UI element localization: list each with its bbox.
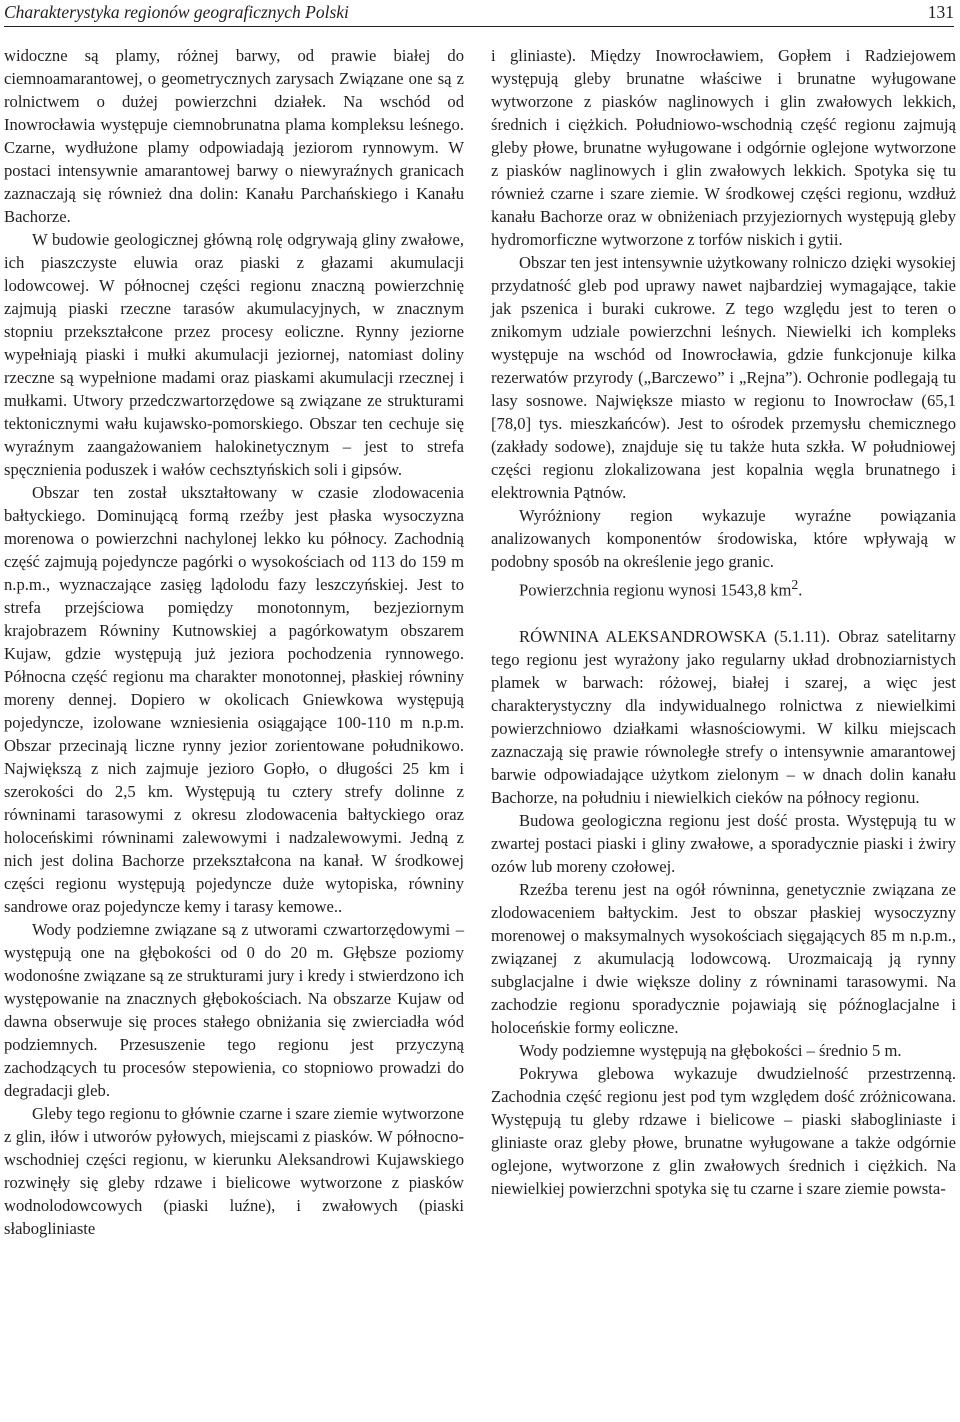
paragraph: widoczne są plamy, różnej barwy, od prawie białej do ciemnoamarantowej, o geometrycznych zarysach Związane one są z rolnictwem o dużej powierzchni działek. Na wschód od Inowrocławia występuje ciemnobrunatna plama kompleksu leśnego. Czarne, wydłużone plamy odpowiadają jeziorom rynnowym. W postaci intensywnie amarantowej barwy o niewyraźnych granicach zaznaczają się również dna dolin: Kanału Parchańskiego i Kanału Bachorze. (4, 46, 464, 226)
paragraph: Obszar ten jest intensywnie użytkowany rolniczo dzięki wysokiej przydatność gleb pod uprawy nawet najbardziej wymagające, takie jak pszenica i buraki cukrowe. Z tego względu jest to teren o znikomym udziale powierzchni leśnych. Niewielki ich kompleks występuje na wschód od Inowrocławia, gdzie funkcjonuje kilka rezerwatów przyrody („Barczewo” i „Rejna”). Ochronie podlegają tu lasy sosnowe. Największe miasto w regionu to Inowrocław (65,1 [78,0] tys. mieszkańców). Jest to ośrodek przemysłu chemicznego (zakłady sodowe), znajduje się tu także huta szkła. W południowej części regionu zlokalizowana jest kopalnia węgla brunatnego i elektrownia Pątnów. (491, 253, 956, 502)
paragraph: Gleby tego regionu to głównie czarne i szare ziemie wytworzone z glin, iłów i utworów pyłowych, miejscami z piasków. W północno-wschodniej części regionu, w kierunku Aleksandrowi Kujawskiego rozwinęły się gleby rdzawe i bielicowe wytworzone z piasków wodnolodowcowych (piaski luźne), i zwałowych (piaski słabogliniaste (4, 1104, 464, 1238)
area-period: . (798, 580, 803, 600)
paragraph: Wyróżniony region wykazuje wyraźne powiązania analizowanych komponentów środowiska, które wpływają w podobny sposób na określenie jego granic. (491, 506, 956, 571)
header-title: Charakterystyka regionów geograficznych Polski (4, 2, 349, 22)
section-heading-paragraph: RÓWNINA ALEKSANDROWSKA (5.1.11). Obraz satelitarny tego regionu jest wyrażony jako regularny układ drobnoziarnistych plamek w barwach: różowej, białej i szarej, a więc jest charakterystyczny dla indywidualnego rolnictwa z niewielkimi powierzchniowo działkami własnościowymi. W kilku miejscach zaznaczają się prawie równoległe strefy o intensywnie amarantowej barwie odpowiadające użytkom zielonym – w dnach dolin kanału Bachorze, na południu i niewielkich cieków na północy regionu. (491, 626, 956, 807)
area-text: Powierzchnia regionu wynosi 1543,8 km (519, 580, 792, 600)
paragraph: W budowie geologicznej główną rolę odgrywają gliny zwałowe, ich piaszczyste eluwia oraz piaski z głazami akumulacji lodowcowej. W północnej części regionu znaczną powierzchnię zajmują piaski rzeczne tarasów akumulacyjnych, w znacznym stopniu przekształcone przez procesy eoliczne. Rynny jeziorne wypełniają piaski i mułki akumulacji jeziornej, natomiast doliny rzeczne są wypełnione madami oraz piaskami akumulacji rzecznej i mułkami. Utwory przedczwartorzędowe są związane ze strukturami tektonicznymi wału kujawsko-pomorskiego. Obszar ten cechuje się wyraźnym zaangażowaniem halokinetycznym – jest to strefa spęcznienia poduszek i wałów cechsztyńskich soli i gipsów. (4, 230, 464, 479)
paragraph: Rzeźba terenu jest na ogół równinna, genetycznie związana ze zlodowaceniem bałtyckim. Jest to obszar płaskiej wysoczyzny morenowej o maksymalnych wysokościach sięgających 85 m n.p.m., związanej z akumulacją lodowcową. Urozmaicają ją rynny subglacjalne i dwie większe doliny z równinami tarasowymi. Na zachodzie regionu sporadycznie pojawiają się późnoglacjalne i holoceńskie formy eoliczne. (491, 879, 956, 1037)
paragraph: i gliniaste). Między Inowrocławiem, Gopłem i Radziejowem występują gleby brunatne właściwe i brunatne wyługowane wytworzone z piasków naglinowych i glin zwałowych lekkich, średnich i ciężkich. Południowo-wschodnią część regionu zajmują gleby płowe, brunatne wyługowane i odgórnie oglejone wytworzone z piasków naglinowych i glin zwałowych lekkich. Spotyka się tu również czarne i szare ziemie. W środkowej części regionu, wzdłuż kanału Bachorze oraz w obniżeniach przyjeziornych występują gleby hydromorficzne wytworzone z torfów niskich i gytii. (491, 46, 956, 249)
left-column (4, 44, 464, 1240)
paragraph: Budowa geologiczna regionu jest dość prosta. Występują tu w zwartej postaci piaski i gliny zwałowe, a sporadycznie piaski i żwiry ozów lub moreny czołowej. (491, 810, 956, 876)
paragraph: Obszar ten został ukształtowany w czasie zlodowacenia bałtyckiego. Dominującą formą rzeźby jest płaska wysoczyzna morenowa o powierzchni nachylonej lekko ku północy. Zachodnią część zajmują pojedyncze pagórki o wysokościach od 113 do 159 m n.p.m., wyznaczające zasięg lądolodu fazy leszczyńskiej. Jest to strefa przejściowa pomiędzy monotonnym, bezjeziornym krajobrazem Równiny Kutnowskiej a pagórkowatym obszarem Kujaw, gdzie występują już jeziora pochodzenia rynnowego. Północna część regionu ma charakter monotonnej, płaskiej równiny moreny dennej. Dopiero w okolicach Gniewkowa występują pojedyncze, izolowane wzniesienia osiągające 100-110 m n.p.m. Obszar przecinają liczne rynny jezior zorientowane południkowo. Największą z nich zajmuje jezioro Gopło, o długości 25 km i szerokości do 2,5 km. Występują tu cztery strefy dolinne z równinami tarasowymi z okresu zlodowacenia bałtyckiego oraz holoceńskimi równinami zalewowymi i nadzalewowymi. Jedną z nich jest dolina Bachorze przekształcona na kanał. W środkowej części regionu występują pojedyncze duże wytopiska, równiny sandrowe oraz pojedyncze kemy i tarasy kemowe.. (4, 483, 464, 916)
area-unit-superscript: 2 (791, 577, 799, 592)
area-paragraph (491, 573, 956, 602)
right-column (491, 44, 956, 1200)
paragraph: Wody podziemne występują na głębokości – średnio 5 m. (519, 1040, 902, 1060)
paragraph: Pokrywa glebowa wykazuje dwudzielność przestrzenną. Zachodnia część regionu jest pod tym względem dość zróżnicowana. Występują tu gleby rdzawe i bielicowe – piaski słabogliniaste i gliniaste oraz gleby płowe, brunatne wyługowane a także odgórnie oglejone, wytworzone z glin zwałowych średnich i ciężkich. Na niewielkiej powierzchni spotyka się tu czarne i szare ziemie powsta- (491, 1063, 956, 1198)
page-number: 131 (927, 2, 954, 22)
paragraph: Wody podziemne związane są z utworami czwartorzędowymi – występują one na głębokości od 0 do 20 m. Głębsze poziomy wodonośne związane są ze strukturami jury i kredy i stwierdzono ich występowanie na znacznych głębokościach. Na obszarze Kujaw od dawna obserwuje się proces stałego obniżania się zwierciadła wód podziemnych. Przesuszenie tego regionu jest przyczyną zachodzących tu procesów stepowienia, co stopniowo prowadzi do degradacji gleb. (4, 920, 464, 1100)
running-header (4, 0, 954, 27)
